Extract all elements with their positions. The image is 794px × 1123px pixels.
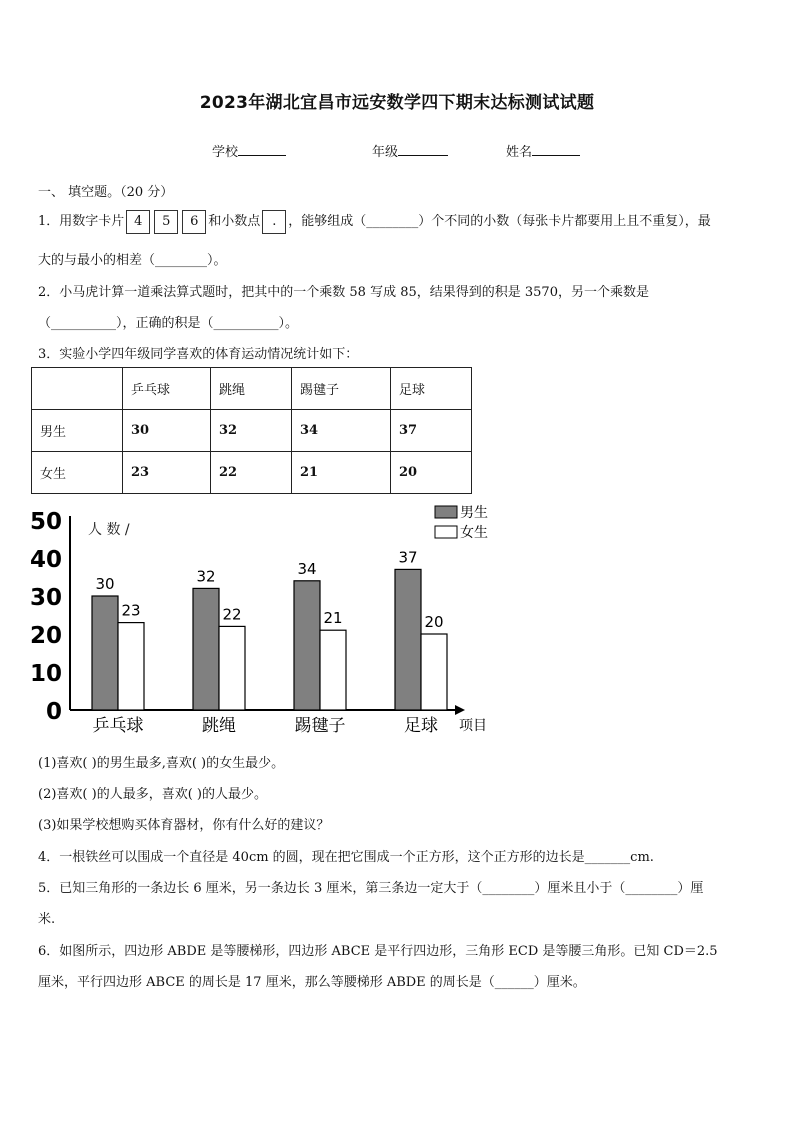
question-3-sub-1: (1)喜欢( )的男生最多,喜欢( )的女生最少。 — [38, 756, 285, 771]
sports-bar-chart — [30, 500, 500, 740]
table-row — [32, 410, 472, 452]
question-2-line-1: 2．小马虎计算一道乘法算式题时，把其中的一个乘数 58 写成 85，结果得到的积是 3570，另一个乘数是 — [38, 285, 649, 300]
y-tick-label: 10 — [30, 661, 62, 687]
question-3-sub-2: (2)喜欢( )的人最多，喜欢( )的人最少。 — [38, 787, 267, 802]
table-row-label: 男生 — [32, 410, 123, 452]
bar-girls — [118, 623, 144, 710]
section-heading: 一、 填空题。（20 分） — [38, 185, 174, 200]
y-tick-label: 0 — [45, 699, 62, 725]
digit-card-5: 5 — [154, 210, 178, 234]
q1-part-a: 1．用数字卡片 — [38, 214, 125, 229]
bar-value-label: 32 — [196, 567, 216, 586]
page-title: 2023年湖北宜昌市远安数学四下期末达标测试试题 — [199, 93, 595, 113]
legend-swatch — [435, 506, 457, 518]
question-2-line-2: （__________），正确的积是（__________）。 — [38, 316, 299, 331]
legend-swatch — [435, 526, 457, 538]
bar-value-label: 21 — [323, 609, 343, 628]
school-blank[interactable] — [238, 143, 286, 156]
table-header-cell: 乒乓球 — [123, 368, 211, 410]
question-4: 4．一根铁丝可以围成一个直径是 40cm 的圆，现在把它围成一个正方形，这个正方形的边长是_______cm. — [38, 850, 654, 865]
question-3-intro: 3．实验小学四年级同学喜欢的体育运动情况统计如下： — [38, 347, 359, 362]
table-header-cell — [32, 368, 123, 410]
table-header-cell: 足球 — [391, 368, 472, 410]
table-header-row — [32, 368, 472, 410]
question-6-line-1: 6．如图所示，四边形 ABDE 是等腰梯形，四边形 ABCE 是平行四边形，三角形 ECD 是等腰三角形。已知 CD＝2.5 — [38, 944, 718, 959]
name-field — [506, 141, 580, 160]
y-tick-label: 50 — [30, 509, 62, 535]
question-3-sub-3: (3)如果学校想购买体育器材，你有什么好的建议？ — [38, 818, 330, 833]
table-cell: 22 — [211, 452, 292, 494]
legend-label: 男生 — [460, 505, 488, 521]
table-cell: 30 — [123, 410, 211, 452]
table-row — [32, 452, 472, 494]
bar-value-label: 37 — [398, 548, 418, 567]
grade-label: 年级 — [372, 145, 399, 160]
question-1-line-1 — [38, 209, 711, 235]
bar-boys — [294, 581, 320, 710]
bar-girls — [320, 630, 346, 710]
x-axis-arrow — [455, 705, 465, 715]
bar-value-label: 34 — [297, 559, 317, 578]
table-cell: 21 — [292, 452, 391, 494]
x-tick-label: 足球 — [404, 716, 438, 736]
y-tick-label: 30 — [30, 585, 62, 611]
question-6-line-2: 厘米，平行四边形 ABCE 的周长是 17 厘米，那么等腰梯形 ABDE 的周长是（______）厘米。 — [38, 975, 586, 990]
y-tick-label: 20 — [30, 623, 62, 649]
q1-part-c: ，能够组成（________）个不同的小数（每张卡片都要用上且不重复），最 — [288, 214, 711, 229]
question-1-line-2: 大的与最小的相差（________）。 — [38, 253, 227, 268]
grade-field — [372, 141, 448, 160]
table-cell: 37 — [391, 410, 472, 452]
x-tick-label: 乒乓球 — [92, 716, 144, 736]
sports-stats-table — [31, 367, 472, 494]
bar-girls — [421, 634, 447, 710]
name-blank[interactable] — [532, 143, 580, 156]
name-label: 姓名 — [506, 145, 533, 160]
table-row-label: 女生 — [32, 452, 123, 494]
q1-part-b: 和小数点 — [208, 214, 261, 229]
bar-boys — [193, 588, 219, 710]
question-5-line-1: 5．已知三角形的一条边长 6 厘米，另一条边长 3 厘米，第三条边一定大于（________）厘米且小于（________）厘 — [38, 881, 704, 896]
digit-card-6: 6 — [182, 210, 206, 234]
legend-label: 女生 — [460, 525, 488, 541]
x-axis-label: 项目 — [459, 718, 487, 734]
bar-value-label: 23 — [121, 601, 141, 620]
table-header-cell: 跳绳 — [211, 368, 292, 410]
bar-boys — [395, 569, 421, 710]
x-tick-label: 跳绳 — [202, 716, 236, 736]
bar-value-label: 22 — [222, 605, 242, 624]
question-5-line-2: 米. — [38, 912, 56, 927]
school-label: 学校 — [212, 145, 239, 160]
x-tick-label: 踢毽子 — [294, 716, 346, 736]
y-tick-label: 40 — [30, 547, 62, 573]
table-cell: 23 — [123, 452, 211, 494]
bar-value-label: 30 — [95, 575, 115, 593]
table-cell: 34 — [292, 410, 391, 452]
bar-boys — [92, 596, 118, 710]
table-cell: 20 — [391, 452, 472, 494]
y-axis-label: 人 数 / — [88, 522, 130, 538]
digit-card-4: 4 — [126, 210, 150, 234]
table-cell: 32 — [211, 410, 292, 452]
decimal-point-card: . — [262, 210, 286, 234]
grade-blank[interactable] — [398, 143, 448, 156]
bar-value-label: 20 — [424, 613, 444, 631]
bar-girls — [219, 626, 245, 710]
table-header-cell: 踢毽子 — [292, 368, 391, 410]
school-field — [212, 141, 286, 160]
